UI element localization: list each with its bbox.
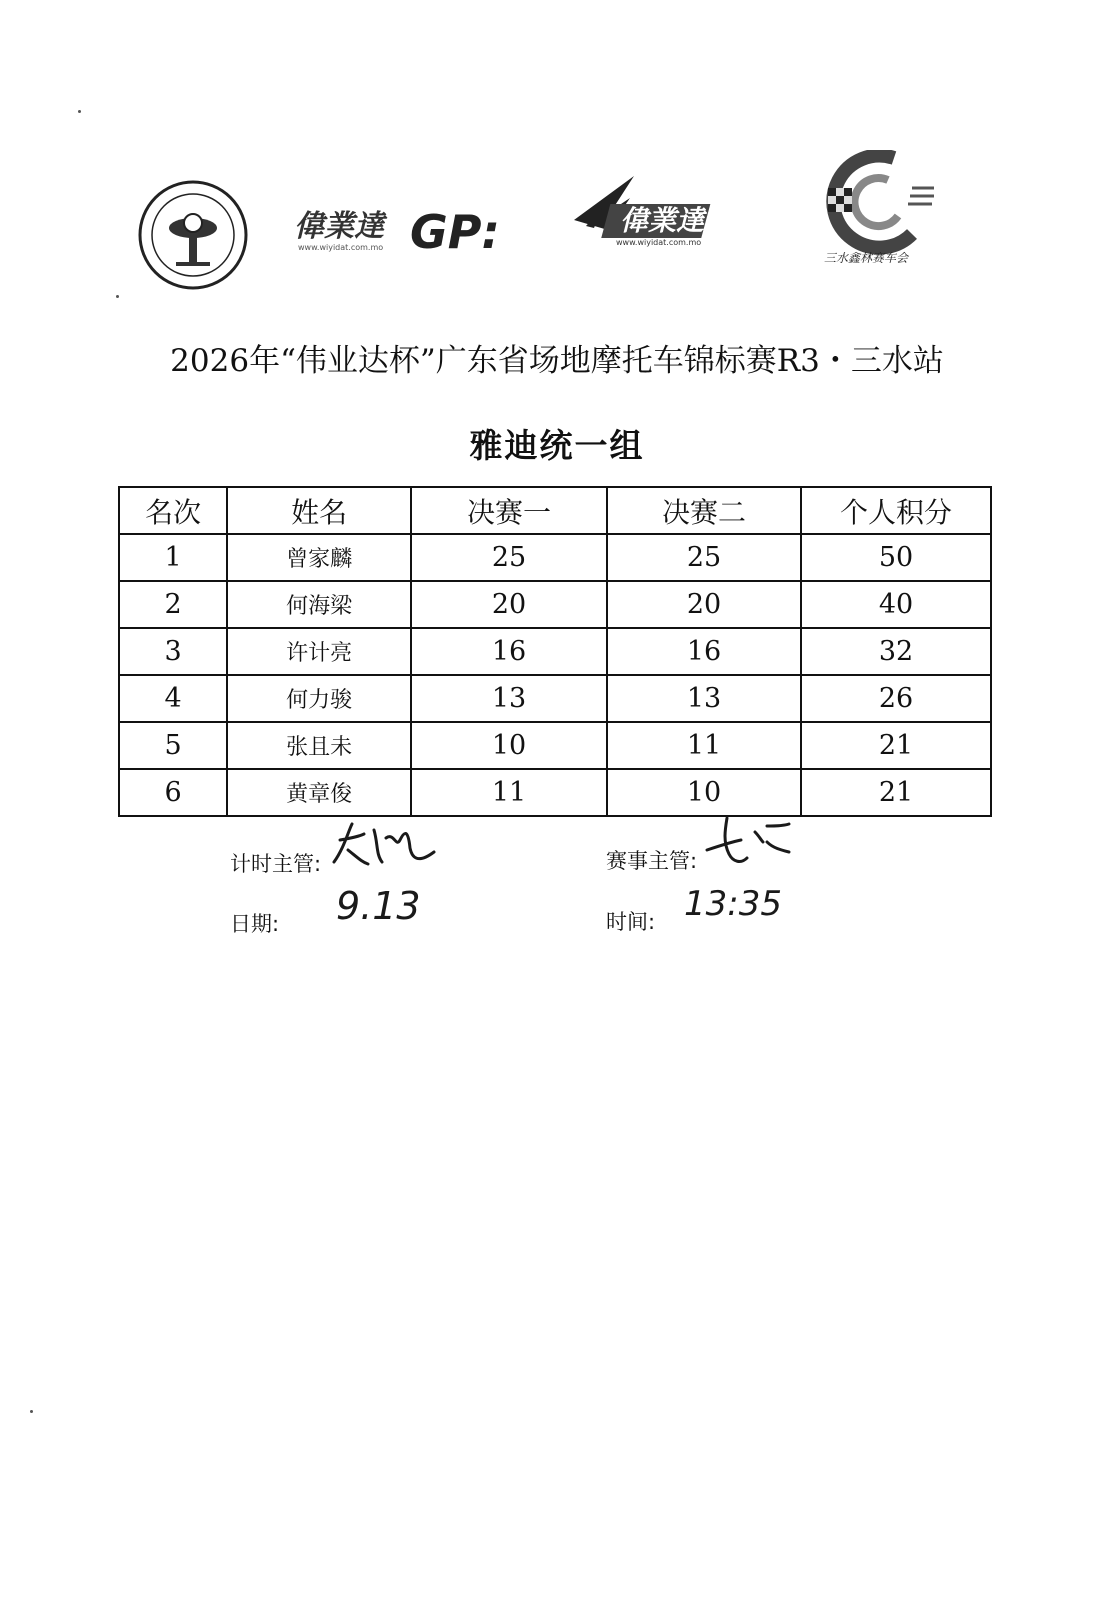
final-1-cell: 25	[411, 534, 607, 581]
table-row	[119, 722, 991, 769]
points-cell: 21	[801, 769, 991, 816]
sanshui-circuit-logo	[816, 150, 936, 276]
timing-supervisor-label: 计时主管:	[230, 852, 322, 876]
final-1-cell: 16	[411, 628, 607, 675]
final-2-cell: 13	[607, 675, 801, 722]
svg-text:三水鑫林赛车会: 三水鑫林赛车会	[824, 251, 909, 265]
svg-text:www.wiyidat.com.mo: www.wiyidat.com.mo	[616, 238, 702, 247]
points-cell: 32	[801, 628, 991, 675]
table-row	[119, 675, 991, 722]
table-header-row	[119, 487, 991, 534]
final-2-cell: 10	[607, 769, 801, 816]
race-supervisor-label: 赛事主管:	[606, 849, 698, 873]
page-title: 2026年“伟业达杯”广东省场地摩托车锦标赛R3・三水站	[170, 343, 944, 379]
svg-text:偉業達: 偉業達	[620, 204, 705, 237]
rider-name-cell: 何海梁	[227, 581, 411, 628]
rider-name-cell: 张且未	[227, 722, 411, 769]
federation-seal-logo	[136, 178, 250, 292]
weiyeda-gp-logo	[292, 202, 528, 262]
time-handwritten: 13:35	[684, 884, 782, 924]
rank-cell: 4	[119, 675, 227, 722]
date-handwritten: 9.13	[336, 884, 421, 928]
final-1-cell: 13	[411, 675, 607, 722]
rider-name-cell: 何力骏	[227, 675, 411, 722]
group-subtitle: 雅迪统一组	[469, 426, 645, 465]
table-row	[119, 769, 991, 816]
final-1-cell: 11	[411, 769, 607, 816]
rider-name-cell: 曾家麟	[227, 534, 411, 581]
final-2-cell: 16	[607, 628, 801, 675]
scan-speck	[78, 110, 81, 113]
column-header: 姓名	[227, 487, 411, 534]
time-label: 时间:	[606, 910, 656, 934]
rank-cell: 3	[119, 628, 227, 675]
rank-cell: 5	[119, 722, 227, 769]
final-1-cell: 10	[411, 722, 607, 769]
points-cell: 26	[801, 675, 991, 722]
date-label: 日期:	[230, 912, 280, 936]
final-2-cell: 25	[607, 534, 801, 581]
points-cell: 40	[801, 581, 991, 628]
svg-text:www.wiyidat.com.mo: www.wiyidat.com.mo	[298, 243, 384, 252]
column-header: 个人积分	[801, 487, 991, 534]
timing-supervisor-signature	[330, 818, 440, 870]
final-2-cell: 20	[607, 581, 801, 628]
logo-row	[0, 150, 1114, 300]
results-table	[118, 486, 992, 817]
svg-text:GP:: GP:	[410, 205, 500, 259]
table-row	[119, 534, 991, 581]
table-row	[119, 581, 991, 628]
race-supervisor-signature	[705, 812, 795, 868]
rider-name-cell: 许计亮	[227, 628, 411, 675]
svg-text:偉業達: 偉業達	[294, 209, 384, 244]
points-cell: 21	[801, 722, 991, 769]
rank-cell: 1	[119, 534, 227, 581]
column-header: 决赛二	[607, 487, 801, 534]
table-row	[119, 628, 991, 675]
final-2-cell: 11	[607, 722, 801, 769]
column-header: 名次	[119, 487, 227, 534]
rank-cell: 2	[119, 581, 227, 628]
points-cell: 50	[801, 534, 991, 581]
rank-cell: 6	[119, 769, 227, 816]
scan-speck	[30, 1410, 33, 1413]
rider-name-cell: 黄章俊	[227, 769, 411, 816]
column-header: 决赛一	[411, 487, 607, 534]
final-1-cell: 20	[411, 581, 607, 628]
weiyeda-logo	[572, 168, 732, 248]
